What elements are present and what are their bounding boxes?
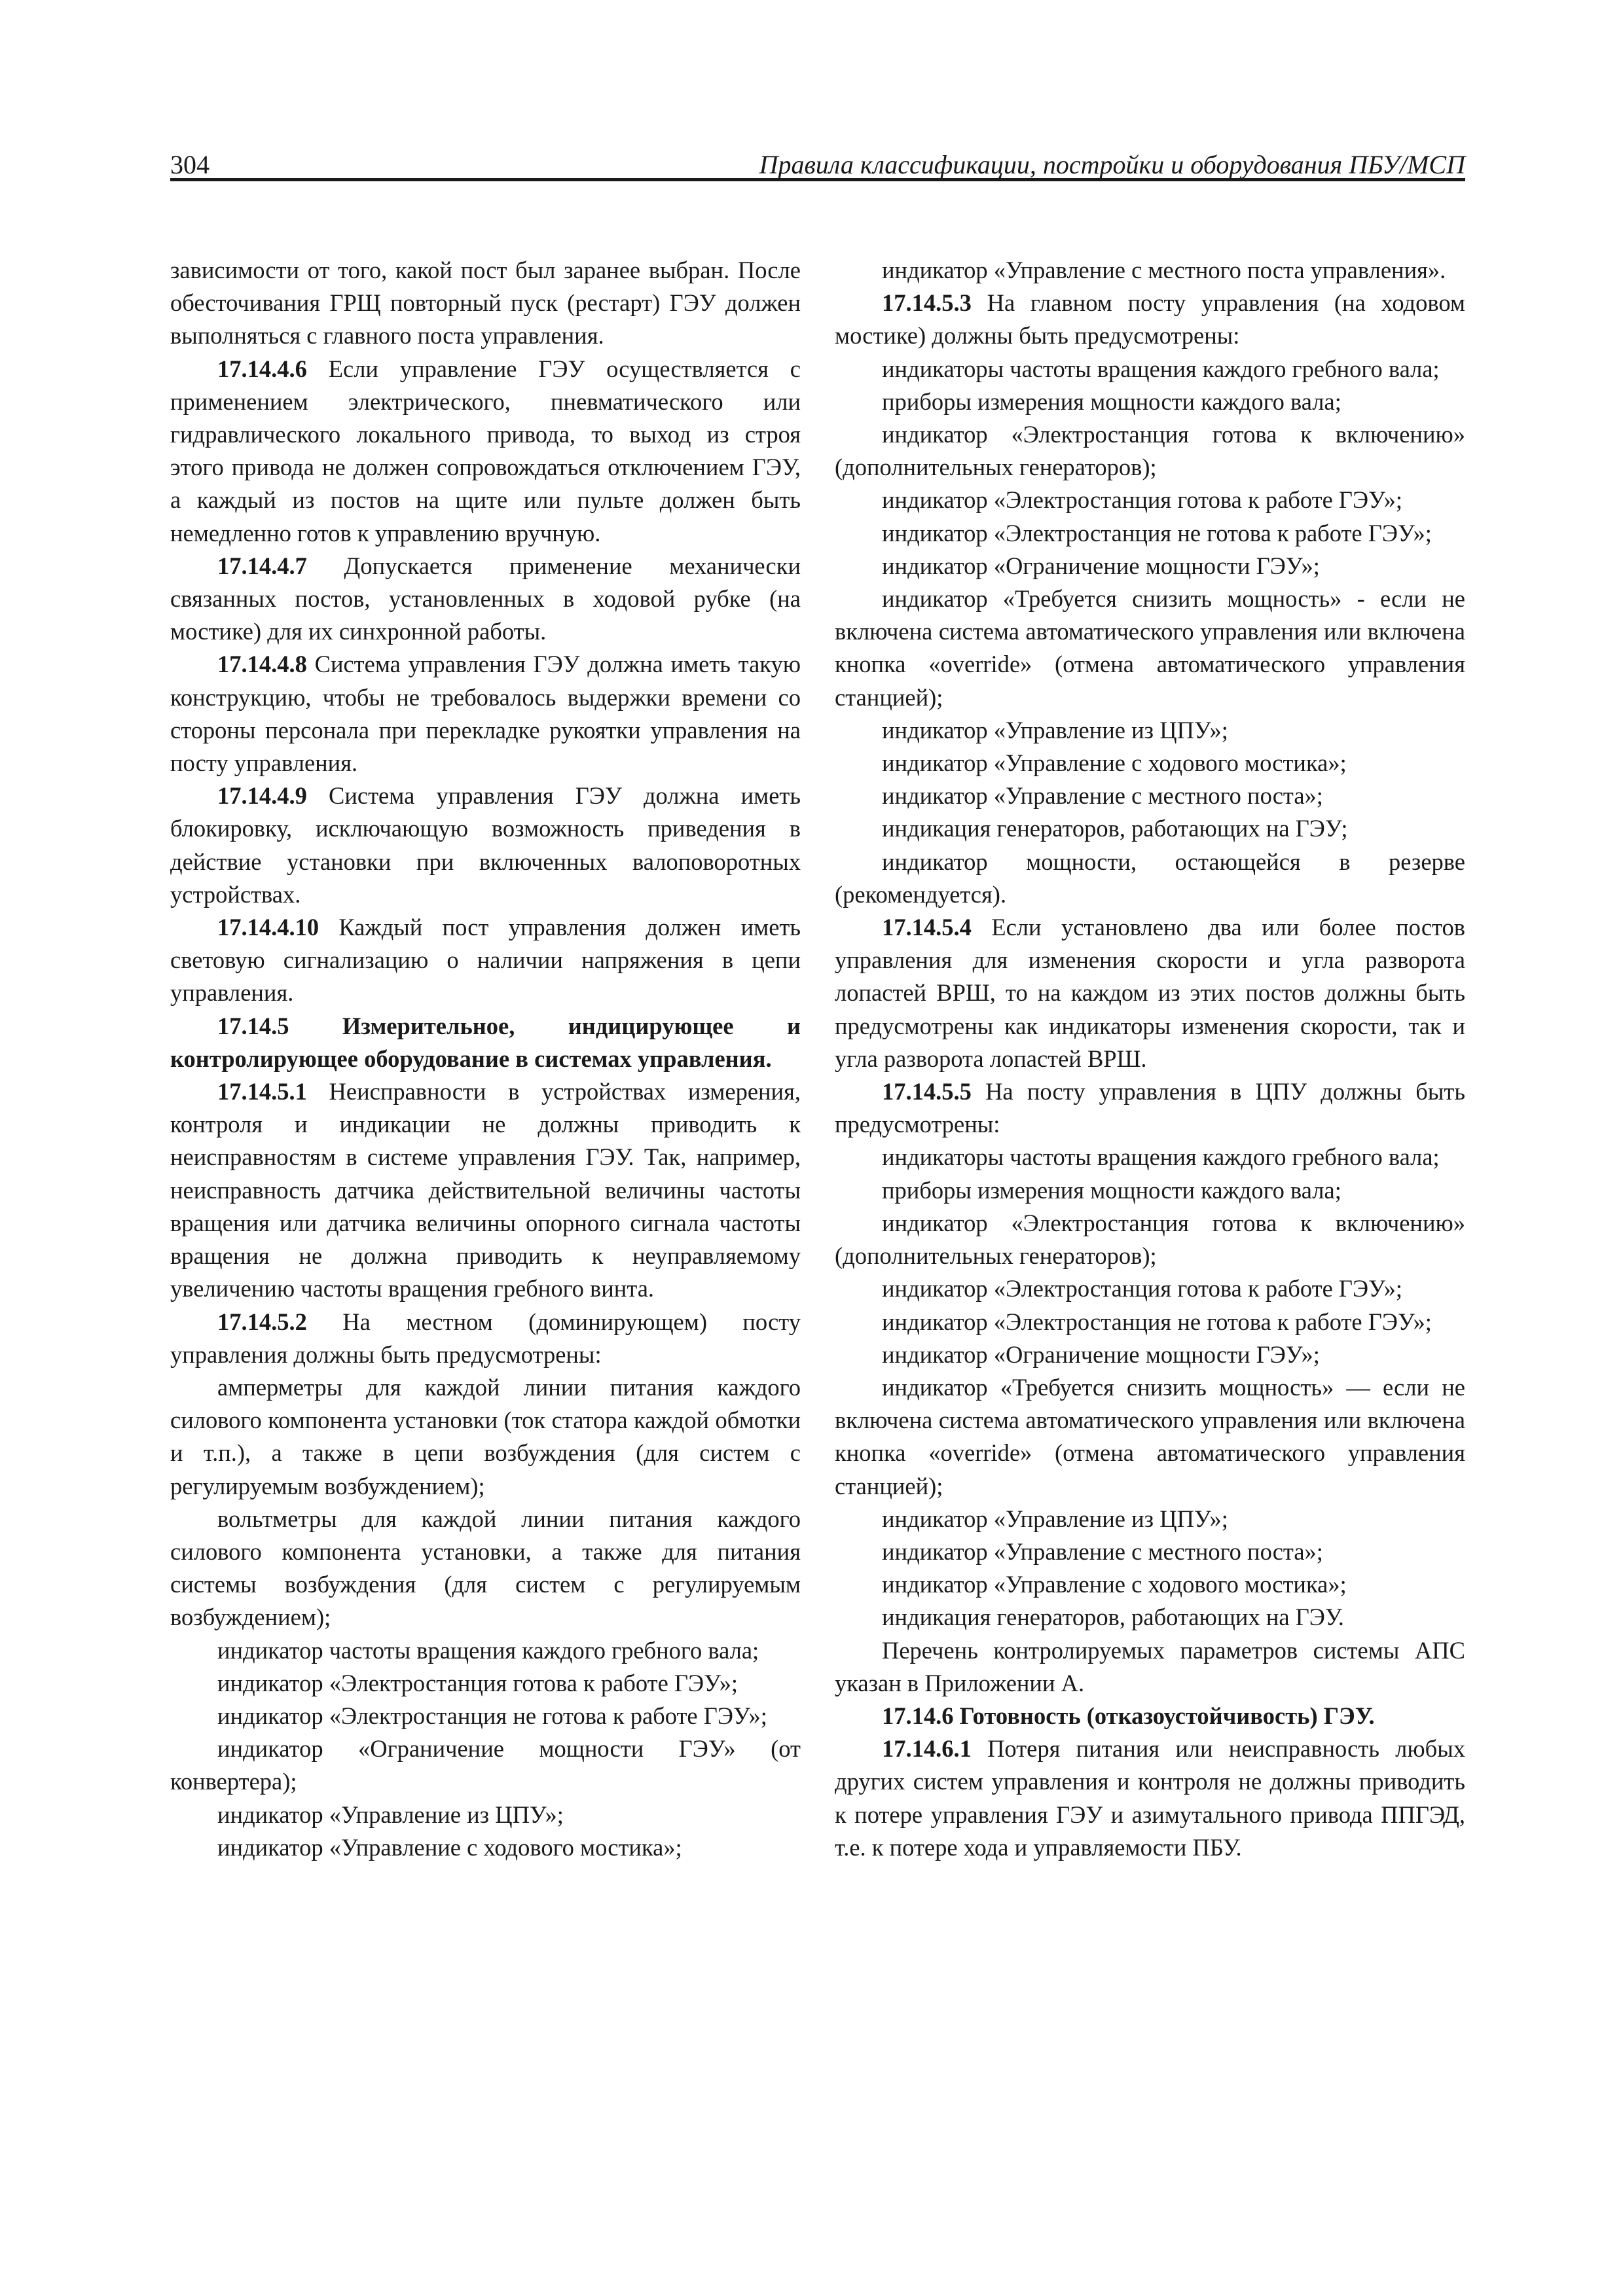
body-paragraph [170, 1634, 801, 1667]
body-paragraph [170, 1667, 801, 1700]
paragraph-text: индикатор «Электростанция не готова к работе ГЭУ»; [882, 519, 1432, 547]
paragraph-text: приборы измерения мощности каждого вала; [882, 387, 1341, 415]
body-paragraph [835, 1338, 1465, 1371]
clause-number: 17.14.4.7 [217, 552, 307, 579]
body-paragraph [835, 353, 1465, 386]
clause-paragraph [835, 287, 1465, 352]
clause-paragraph [170, 648, 801, 780]
body-paragraph [835, 386, 1465, 418]
body-paragraph [170, 254, 801, 353]
body-paragraph [835, 812, 1465, 845]
body-paragraph [835, 846, 1465, 911]
paragraph-text: индикатор «Управление с ходового мостика»; [217, 1833, 682, 1861]
paragraph-text: Перечень контролируемых параметров системы АПС указан в Приложении А. [835, 1636, 1465, 1696]
paragraph-text: вольтметры для каждой линии питания каждого силового компонента установки, а также для питания системы возбуждения (для систем с регулируемым возбуждением); [170, 1505, 801, 1631]
clause-number: 17.14.6 [882, 1702, 954, 1729]
paragraph-text: На местном (доминирующем) посту управления должны быть предусмотрены: [170, 1308, 801, 1368]
clause-number: 17.14.4.9 [217, 782, 307, 810]
paragraph-text: Если установлено два или более постов управления для изменения скорости и угла разворота лопастей ВРШ, то на каждом из этих постов должны быть предусмотрены как индикаторы изменения скорости, так и угла разворота лопастей ВРШ. [835, 914, 1465, 1072]
body-paragraph [835, 517, 1465, 550]
paragraph-text: индикатор «Электростанция готова к работе ГЭУ»; [882, 1275, 1403, 1302]
body-paragraph [835, 550, 1465, 583]
page-header [170, 143, 1465, 182]
page-number: 304 [170, 150, 210, 179]
clause-number: 17.14.5.5 [882, 1078, 972, 1105]
body-paragraph [170, 1732, 801, 1798]
paragraph-text: индикатор «Ограничение мощности ГЭУ» (от конвертера); [170, 1735, 801, 1795]
body-paragraph [835, 1174, 1465, 1207]
clause-number: 17.14.5 [217, 1012, 289, 1039]
clause-paragraph [170, 353, 801, 550]
clause-number: 17.14.6.1 [882, 1735, 972, 1763]
body-paragraph [835, 1634, 1465, 1700]
paragraph-text: индикатор мощности, остающейся в резерве (рекомендуется). [835, 848, 1465, 908]
paragraph-text: индикатор «Электростанция готова к работе ГЭУ»; [217, 1669, 739, 1696]
paragraph-text: Каждый пост управления должен иметь световую сигнализацию о наличии напряжения в цепи управления. [170, 914, 801, 1007]
paragraph-text: индикатор «Ограничение мощности ГЭУ»; [882, 1340, 1320, 1368]
section-heading-text: Готовность (отказоустойчивость) ГЭУ. [959, 1702, 1375, 1729]
paragraph-text: индикатор «Управление из ЦПУ»; [217, 1801, 564, 1828]
paragraph-text: Система управления ГЭУ должна иметь такую конструкцию, чтобы не требовалось выдержки времени со стороны персонала при перекладке рукоятки управления на посту управления. [170, 651, 801, 777]
paragraph-text: индикация генераторов, работающих на ГЭУ. [882, 1604, 1344, 1631]
body-paragraph [170, 1371, 801, 1503]
clause-paragraph [835, 1075, 1465, 1141]
paragraph-text: индикатор «Электростанция готова к включению» (дополнительных генераторов); [835, 421, 1465, 481]
paragraph-text: индикатор «Электростанция не готова к работе ГЭУ»; [217, 1702, 767, 1729]
paragraph-text: индикатор «Управление с местного поста»; [882, 1537, 1323, 1565]
paragraph-text: индикатор «Требуется снизить мощность» — если не включена система автоматического управления или включена кнопка «override» (отмена автоматического управления станцией); [835, 1373, 1465, 1499]
body-paragraph [835, 254, 1465, 287]
paragraph-text: индикаторы частоты вращения каждого гребного вала; [882, 355, 1440, 382]
body-paragraph [170, 1799, 801, 1831]
paragraph-text: Допускается применение механически связанных постов, установленных в ходовой рубке (на мостике) для их синхронной работы. [170, 552, 801, 645]
body-paragraph [170, 1503, 801, 1634]
paragraph-text: индикатор «Электростанция готова к работе ГЭУ»; [882, 486, 1403, 514]
clause-number: 17.14.4.8 [217, 651, 307, 678]
clause-paragraph [170, 780, 801, 911]
body-paragraph [835, 1141, 1465, 1174]
clause-number: 17.14.5.1 [217, 1078, 307, 1105]
clause-number: 17.14.5.4 [882, 914, 972, 941]
paragraph-text: индикатор частоты вращения каждого гребного вала; [217, 1636, 759, 1664]
body-paragraph [835, 780, 1465, 812]
paragraph-text: индикатор «Управление с ходового мостика»; [882, 1571, 1347, 1598]
clause-paragraph [835, 911, 1465, 1075]
paragraph-text: На посту управления в ЦПУ должны быть предусмотрены: [835, 1078, 1465, 1138]
paragraph-text: индикатор «Электростанция готова к включению» (дополнительных генераторов); [835, 1209, 1465, 1270]
body-paragraph [835, 1272, 1465, 1305]
clause-number: 17.14.4.10 [217, 914, 319, 941]
paragraph-text: индикатор «Управление из ЦПУ»; [882, 716, 1228, 744]
clause-paragraph [170, 1075, 801, 1305]
paragraph-text: индикатор «Требуется снизить мощность» - если не включена система автоматического управления или включена кнопка «override» (отмена автоматического управления станцией); [835, 585, 1465, 711]
body-paragraph [835, 418, 1465, 484]
paragraph-text: Система управления ГЭУ должна иметь блокировку, исключающую возможность приведения в действие установки при включенных валоповоротных устройствах. [170, 782, 801, 908]
body-paragraph [835, 484, 1465, 516]
body-paragraph [835, 583, 1465, 714]
paragraph-text: индикация генераторов, работающих на ГЭУ; [882, 815, 1348, 842]
paragraph-text: индикаторы частоты вращения каждого гребного вала; [882, 1143, 1440, 1171]
paragraph-text: индикатор «Управление с местного поста управления». [882, 257, 1446, 283]
clause-number: 17.14.4.6 [217, 355, 307, 382]
running-title: Правила классификации, постройки и оборудования ПБУ/МСП [759, 150, 1465, 179]
body-paragraph [835, 1207, 1465, 1272]
right-column [835, 254, 1465, 1864]
body-paragraph [835, 747, 1465, 780]
clause-paragraph [835, 1700, 1465, 1732]
paragraph-text: индикатор «Электростанция не готова к работе ГЭУ»; [882, 1308, 1432, 1335]
paragraph-text: приборы измерения мощности каждого вала; [882, 1176, 1341, 1204]
paragraph-text: индикатор «Управление из ЦПУ»; [882, 1505, 1228, 1532]
body-paragraph [835, 1306, 1465, 1338]
section-heading-text: Измерительное, индицирующее и контролирующее оборудование в системах управления. [170, 1012, 801, 1072]
body-paragraph [835, 1568, 1465, 1601]
clause-paragraph [170, 1306, 801, 1371]
clause-number: 17.14.5.2 [217, 1308, 307, 1335]
paragraph-text: Если управление ГЭУ осуществляется с применением электрического, пневматического или гидравлического локального привода, то выход из строя этого привода не должен сопровождаться отключением ГЭУ, а каждый из постов на щите или пульте должен быть немедленно готов к управлению вручную. [170, 355, 801, 547]
header-rule [170, 178, 1465, 181]
body-paragraph [835, 1503, 1465, 1535]
body-paragraph [835, 714, 1465, 747]
paragraph-text: Потеря питания или неисправность любых других систем управления и контроля не должны приводить к потере управления ГЭУ и азимутального привода ППГЭД, т.е. к потере хода и управляемости ПБУ. [835, 1735, 1465, 1861]
body-paragraph [835, 1371, 1465, 1503]
paragraph-text: индикатор «Управление с местного поста»; [882, 782, 1323, 810]
paragraph-text: зависимости от того, какой пост был заранее выбран. После обесточивания ГРЩ повторный пуск (рестарт) ГЭУ должен выполняться с главного поста управления. [170, 257, 801, 350]
left-column [170, 254, 801, 1864]
paragraph-text: индикатор «Ограничение мощности ГЭУ»; [882, 552, 1320, 579]
clause-paragraph [835, 1732, 1465, 1864]
body-paragraph [170, 1700, 801, 1732]
body-paragraph [835, 1535, 1465, 1568]
paragraph-text: амперметры для каждой линии питания каждого силового компонента установки (ток статора каждой обмотки и т.п.), а также в цепи возбуждения (для систем с регулируемым возбуждением); [170, 1373, 801, 1499]
body-paragraph [170, 1831, 801, 1864]
clause-paragraph [170, 550, 801, 649]
paragraph-text: Неисправности в устройствах измерения, контроля и индикации не должны приводить к неисправностям в системе управления ГЭУ. Так, например, неисправность датчика действительной величины частоты вращения или датчика величины опорного сигнала частоты вращения не должна приводить к неуправляемому увеличению частоты вращения гребного винта. [170, 1078, 801, 1302]
paragraph-text: На главном посту управления (на ходовом мостике) должны быть предусмотрены: [835, 289, 1466, 350]
clause-paragraph [170, 911, 801, 1010]
body-paragraph [835, 1601, 1465, 1634]
paragraph-text: индикатор «Управление с ходового мостика»; [882, 749, 1347, 777]
clause-paragraph [170, 1010, 801, 1075]
clause-number: 17.14.5.3 [882, 289, 972, 317]
